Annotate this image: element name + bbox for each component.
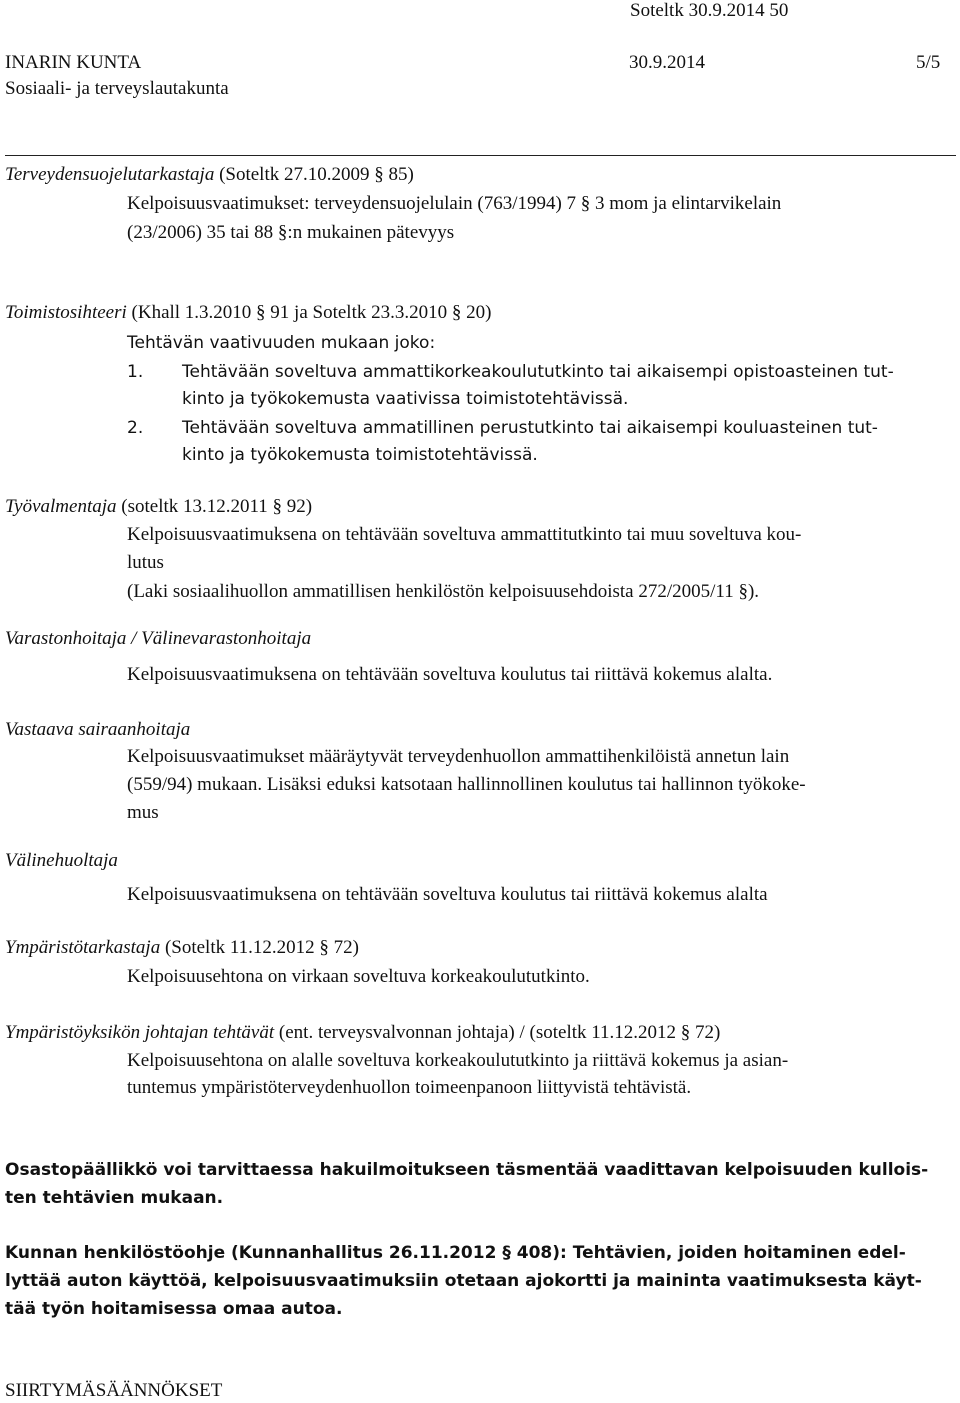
section-title: Työvalmentaja	[5, 496, 117, 517]
document-date: 30.9.2014	[629, 52, 705, 73]
section-intro: Tehtävän vaativuuden mukaan joko:	[127, 333, 436, 353]
section-body-line: Kelpoisuusvaatimukset määräytyvät terveydenhuollon ammattihenkilöistä annetun lain	[127, 746, 790, 767]
section-title: Terveydensuojelutarkastaja	[5, 164, 215, 185]
section-ref: (soteltk 13.12.2011 § 92)	[116, 496, 313, 517]
section-heading-tyovalmentaja	[5, 496, 312, 518]
section-ref: (Khall 1.3.2010 § 91 ja Soteltk 23.3.2010 § 20)	[126, 302, 492, 323]
note-osastopaallikko-line: ten tehtävien mukaan.	[5, 1188, 224, 1208]
list-item-number: 1.	[127, 362, 144, 382]
section-body-line: (559/94) mukaan. Lisäksi eduksi katsotaan hallinnollinen koulutus tai hallinnon työkoke-	[127, 774, 806, 795]
section-heading-ymparistoyksikon-johtaja	[5, 1022, 720, 1044]
note-osastopaallikko-line: Osastopäällikkö voi tarvittaessa hakuilmoitukseen täsmentää vaadittavan kelpoisuuden kullois-	[5, 1160, 929, 1180]
list-item-line: kinto ja työkokemusta toimistotehtävissä.	[182, 445, 538, 465]
note-kunnan-henkilostoohje-line: Kunnan henkilöstöohje (Kunnanhallitus 26.11.2012 § 408): Tehtävien, joiden hoitaminen edel-	[5, 1243, 906, 1263]
section-heading-terveydensuojelutarkastaja	[5, 164, 414, 186]
list-item-line: Tehtävään soveltuva ammatillinen perustutkinto tai aikaisempi kouluasteinen tut-	[182, 418, 878, 438]
footer-heading: SIIRTYMÄSÄÄNNÖKSET	[5, 1380, 223, 1401]
section-body-line: Kelpoisuusvaatimuksena on tehtävään soveltuva koulutus tai riittävä kokemus alalta.	[127, 664, 773, 685]
organization-name: INARIN KUNTA	[5, 52, 142, 73]
section-title: Ympäristöyksikön johtajan tehtävät	[5, 1022, 275, 1043]
section-heading-ymparistotarkastaja	[5, 937, 359, 959]
section-ref: (Soteltk 11.12.2012 § 72)	[160, 937, 359, 958]
section-body-line: tuntemus ympäristöterveydenhuollon toimeenpanoon liittyvistä tehtävistä.	[127, 1077, 692, 1098]
section-body-line: Kelpoisuusvaatimuksena on tehtävään soveltuva koulutus tai riittävä kokemus alalta	[127, 884, 768, 905]
note-kunnan-henkilostoohje-line: lyttää auton käyttöä, kelpoisuusvaatimuksiin otetaan ajokortti ja maininta vaatimuksesta käyt-	[5, 1271, 922, 1291]
section-body-line: Kelpoisuusvaatimukset: terveydensuojelulain (763/1994) 7 § 3 mom ja elintarvikelain	[127, 193, 782, 214]
section-body-line: Kelpoisuusehtona on virkaan soveltuva korkeakoulututkinto.	[127, 966, 590, 987]
list-item-line: kinto ja työkokemusta vaativissa toimistotehtävissä.	[182, 389, 629, 409]
section-heading-vastaava-sairaanhoitaja: Vastaava sairaanhoitaja	[5, 719, 191, 740]
list-item-number: 2.	[127, 418, 144, 438]
section-body-line: lutus	[127, 552, 164, 573]
section-body-line: Kelpoisuusvaatimuksena on tehtävään soveltuva ammattitutkinto tai muu soveltuva kou-	[127, 524, 802, 545]
page-number: 5/5	[916, 52, 941, 73]
section-heading-varastonhoitaja: Varastonhoitaja / Välinevarastonhoitaja	[5, 628, 312, 649]
section-body-line: mus	[127, 802, 159, 823]
section-title: Toimistosihteeri	[5, 302, 127, 323]
list-item-line: Tehtävään soveltuva ammattikorkeakoulututkinto tai aikaisempi opistoasteinen tut-	[182, 362, 894, 382]
header-divider	[5, 155, 956, 156]
section-ref: (ent. terveysvalvonnan johtaja) / (soteltk 11.12.2012 § 72)	[274, 1022, 721, 1043]
header-stamp: Soteltk 30.9.2014 50	[630, 0, 789, 21]
section-title: Ympäristötarkastaja	[5, 937, 161, 958]
section-body-line: Kelpoisuusehtona on alalle soveltuva korkeakoulututkinto ja riittävä kokemus ja asian-	[127, 1050, 789, 1071]
section-heading-valinehuoltaja: Välinehuoltaja	[5, 850, 118, 871]
section-body-line: (23/2006) 35 tai 88 §:n mukainen pätevyys	[127, 222, 455, 243]
committee-name: Sosiaali- ja terveyslautakunta	[5, 78, 229, 99]
section-heading-toimistosihteeri	[5, 302, 491, 324]
section-ref: (Soteltk 27.10.2009 § 85)	[214, 164, 414, 185]
note-kunnan-henkilostoohje-line: tää työn hoitamisessa omaa autoa.	[5, 1299, 343, 1319]
section-body-line: (Laki sosiaalihuollon ammatillisen henkilöstön kelpoisuusehdoista 272/2005/11 §).	[127, 581, 760, 602]
